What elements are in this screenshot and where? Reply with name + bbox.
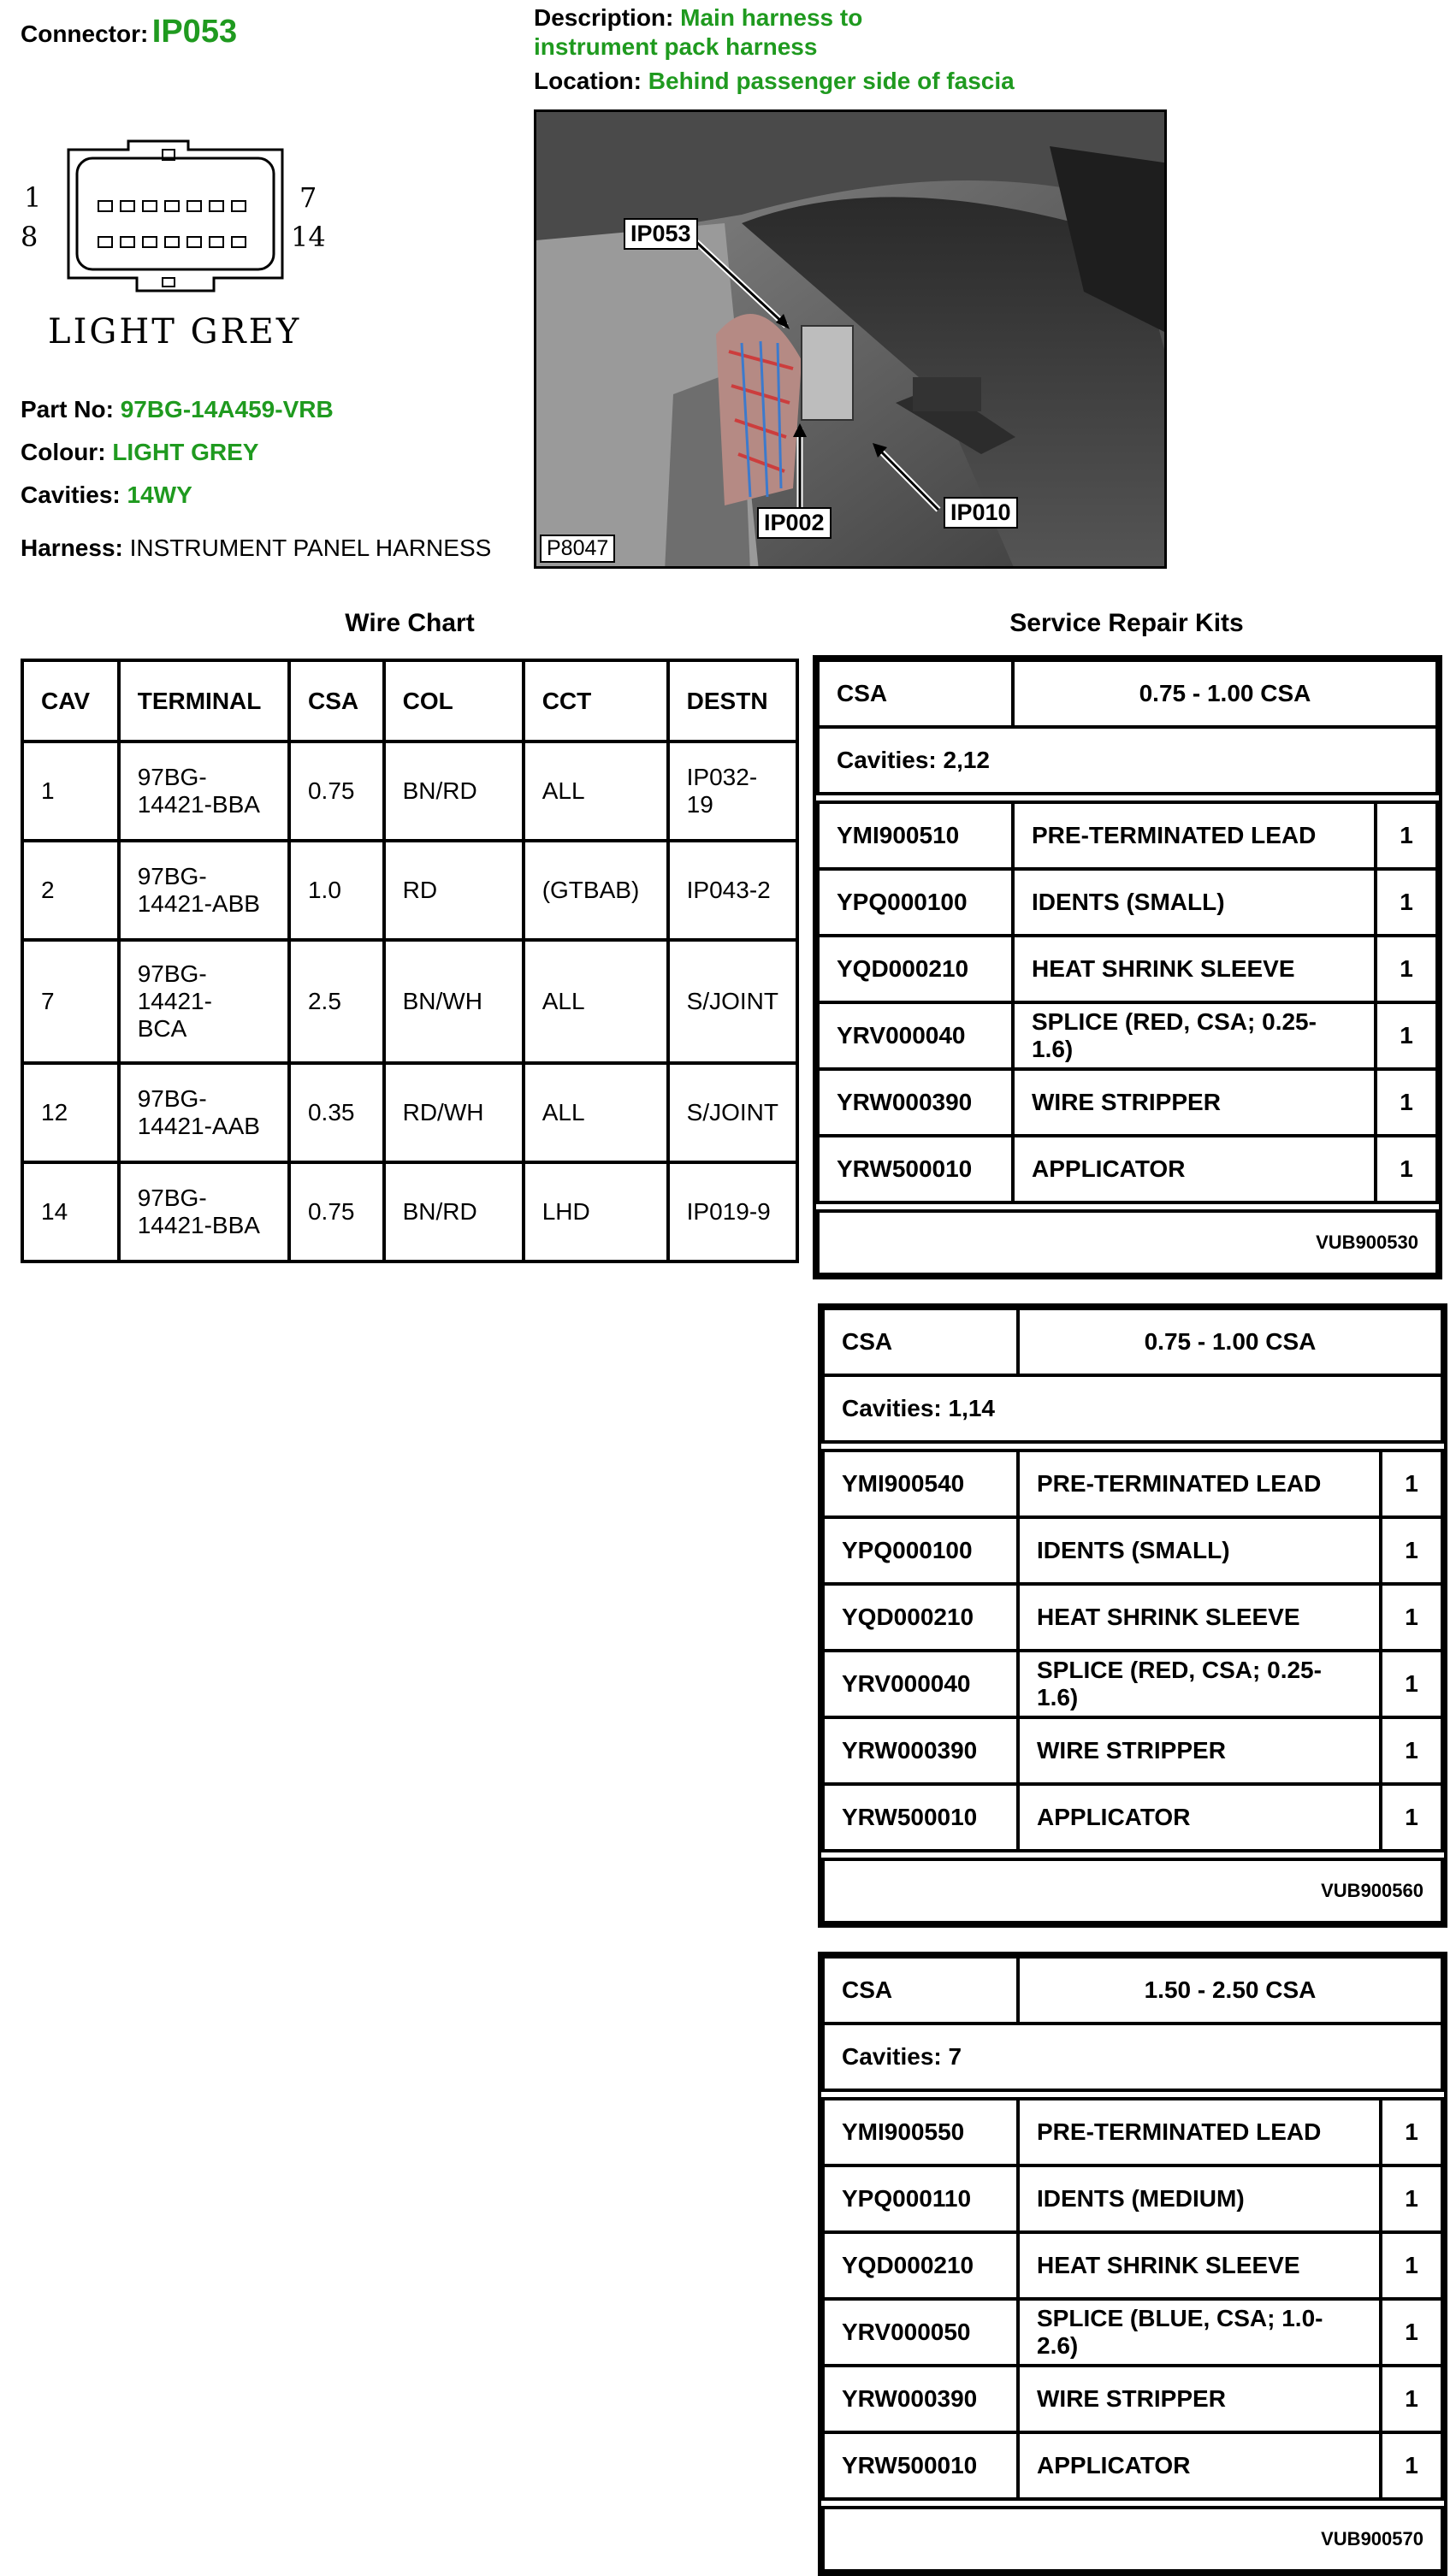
- cell-cct: ALL: [524, 1063, 668, 1162]
- cell-col: RD/WH: [384, 1063, 524, 1162]
- cell-destn: IP019-9: [668, 1162, 797, 1261]
- kit-csa-range: 0.75 - 1.00 CSA: [1018, 1309, 1442, 1375]
- kit-item-part-number: YMI900550: [823, 2099, 1018, 2165]
- cell-destn: IP032- 19: [668, 741, 797, 841]
- kit-item-description: WIRE STRIPPER: [1018, 1717, 1381, 1784]
- kit-item-part-number: YPQ000110: [823, 2165, 1018, 2232]
- connector-heading: [21, 14, 237, 50]
- cell-terminal: 97BG- 14421-BBA: [119, 741, 289, 841]
- kit-item-row: [818, 869, 1437, 936]
- kit-item-description: APPLICATOR: [1013, 1136, 1376, 1202]
- kit-item-description: APPLICATOR: [1018, 1784, 1381, 1851]
- cell-cct: ALL: [524, 741, 668, 841]
- kit-cavities-row: [823, 2024, 1442, 2090]
- kit-item-quantity: 1: [1381, 1784, 1442, 1851]
- kit-item-row: [823, 1651, 1442, 1717]
- kit-item-row: [823, 2165, 1442, 2232]
- kit-item-description: SPLICE (BLUE, CSA; 1.0-2.6): [1018, 2299, 1381, 2366]
- kit-item-quantity: 1: [1376, 1002, 1437, 1069]
- connector-label: Connector:: [21, 21, 149, 47]
- location-value: Behind passenger side of fascia: [648, 68, 1015, 94]
- header-col: COL: [384, 660, 524, 741]
- pin-cavity: [98, 200, 113, 212]
- kit-csa-row: [823, 1309, 1442, 1375]
- kit-item-part-number: YQD000210: [818, 936, 1013, 1002]
- kit-item-part-number: YQD000210: [823, 1584, 1018, 1651]
- wire-chart-title: Wire Chart: [345, 609, 475, 637]
- cell-destn: IP043-2: [668, 841, 797, 940]
- connector-id: IP053: [151, 14, 238, 50]
- repair-kit-0: [813, 655, 1442, 1279]
- kit-item-description: WIRE STRIPPER: [1018, 2366, 1381, 2432]
- callout-arrows: [536, 112, 1167, 569]
- kit-item-quantity: 1: [1376, 936, 1437, 1002]
- callout-ip002: IP002: [757, 507, 832, 539]
- header-cav: CAV: [22, 660, 119, 741]
- kit-item-part-number: YRV000040: [823, 1651, 1018, 1717]
- pin-cavity: [231, 200, 246, 212]
- kit-gap: [823, 2499, 1442, 2508]
- repair-kit-table: [821, 1307, 1444, 1924]
- kit-item-part-number: YQD000210: [823, 2232, 1018, 2299]
- kit-item-quantity: 1: [1376, 1069, 1437, 1136]
- cell-col: RD: [384, 841, 524, 940]
- kit-item-description: PRE-TERMINATED LEAD: [1018, 2099, 1381, 2165]
- cell-csa: 2.5: [289, 940, 384, 1063]
- kit-item-description: SPLICE (RED, CSA; 0.25-1.6): [1013, 1002, 1376, 1069]
- kit-item-description: WIRE STRIPPER: [1013, 1069, 1376, 1136]
- cell-col: BN/RD: [384, 1162, 524, 1261]
- kit-gap: [818, 794, 1437, 802]
- kit-item-description: IDENTS (MEDIUM): [1018, 2165, 1381, 2232]
- colour-label: Colour:: [21, 439, 106, 465]
- kit-item-row: [818, 802, 1437, 869]
- kit-gap: [823, 1442, 1442, 1450]
- kit-item-row: [823, 1584, 1442, 1651]
- cell-terminal: 97BG- 14421-ABB: [119, 841, 289, 940]
- cell-csa: 0.75: [289, 1162, 384, 1261]
- wire-chart-row: [22, 1063, 797, 1162]
- kit-item-quantity: 1: [1381, 2299, 1442, 2366]
- kit-item-part-number: YMI900510: [818, 802, 1013, 869]
- kit-item-row: [823, 2232, 1442, 2299]
- cell-col: BN/WH: [384, 940, 524, 1063]
- cell-cav: 2: [22, 841, 119, 940]
- kit-item-description: PRE-TERMINATED LEAD: [1013, 802, 1376, 869]
- pin-cavity: [186, 236, 202, 248]
- wire-chart-row: [22, 1162, 797, 1261]
- kit-item-quantity: 1: [1381, 2366, 1442, 2432]
- kit-item-description: HEAT SHRINK SLEEVE: [1018, 2232, 1381, 2299]
- kit-code-row: [823, 1859, 1442, 1923]
- cell-cav: 12: [22, 1063, 119, 1162]
- callout-ip053: IP053: [624, 218, 698, 250]
- kit-csa-row: [823, 1957, 1442, 2024]
- kit-item-part-number: YRW000390: [823, 2366, 1018, 2432]
- pin-cavity: [142, 200, 157, 212]
- kit-item-description: HEAT SHRINK SLEEVE: [1013, 936, 1376, 1002]
- kit-gap: [823, 2090, 1442, 2099]
- kit-item-quantity: 1: [1376, 802, 1437, 869]
- repair-kit-table: [816, 659, 1439, 1276]
- kit-item-part-number: YRW500010: [818, 1136, 1013, 1202]
- kit-item-quantity: 1: [1381, 1717, 1442, 1784]
- repair-kit-1: [818, 1303, 1447, 1928]
- cell-destn: S/JOINT: [668, 1063, 797, 1162]
- kit-item-row: [818, 1136, 1437, 1202]
- kit-item-part-number: YRV000050: [823, 2299, 1018, 2366]
- wire-chart-row: [22, 741, 797, 841]
- repair-kit-table: [821, 1955, 1444, 2573]
- kit-gap-row: [823, 1851, 1442, 1859]
- kit-gap: [818, 1202, 1437, 1211]
- harness-value: INSTRUMENT PANEL HARNESS: [129, 535, 492, 561]
- cavities-field: [21, 481, 192, 510]
- cell-csa: 0.75: [289, 741, 384, 841]
- kit-csa-row: [818, 660, 1437, 727]
- harness-label: Harness:: [21, 535, 123, 561]
- kit-code: VUB900570: [823, 2508, 1442, 2571]
- cell-csa: 1.0: [289, 841, 384, 940]
- part-no-field: [21, 395, 334, 424]
- connector-diagram: [17, 137, 342, 359]
- description-label: Description:: [534, 4, 674, 31]
- kit-item-row: [818, 936, 1437, 1002]
- harness-field: [21, 534, 491, 563]
- kit-item-quantity: 1: [1381, 1450, 1442, 1517]
- kit-item-description: PRE-TERMINATED LEAD: [1018, 1450, 1381, 1517]
- kit-gap-row: [823, 2499, 1442, 2508]
- kit-cavities: Cavities: 2,12: [818, 727, 1437, 794]
- kit-item-row: [823, 1784, 1442, 1851]
- kit-csa-label: CSA: [823, 1957, 1018, 2024]
- pin-cavity: [164, 200, 180, 212]
- pin-cavity: [98, 236, 113, 248]
- kit-item-part-number: YPQ000100: [818, 869, 1013, 936]
- kit-item-part-number: YRW000390: [823, 1717, 1018, 1784]
- kit-item-part-number: YRW500010: [823, 1784, 1018, 1851]
- kit-item-quantity: 1: [1381, 2432, 1442, 2499]
- kit-item-row: [818, 1069, 1437, 1136]
- kit-gap: [823, 1851, 1442, 1859]
- header-csa: CSA: [289, 660, 384, 741]
- kit-item-quantity: 1: [1381, 1651, 1442, 1717]
- kit-item-part-number: YRW000390: [818, 1069, 1013, 1136]
- kit-code: VUB900530: [818, 1211, 1437, 1274]
- kit-item-part-number: YRW500010: [823, 2432, 1018, 2499]
- location-label: Location:: [534, 68, 642, 94]
- kit-csa-range: 0.75 - 1.00 CSA: [1013, 660, 1437, 727]
- pin-cavity: [186, 200, 202, 212]
- kit-item-row: [823, 1450, 1442, 1517]
- kit-code-row: [823, 2508, 1442, 2571]
- cell-cct: LHD: [524, 1162, 668, 1261]
- repair-kit-2: [818, 1952, 1447, 2576]
- cell-cav: 1: [22, 741, 119, 841]
- kit-item-row: [823, 2299, 1442, 2366]
- kit-csa-range: 1.50 - 2.50 CSA: [1018, 1957, 1442, 2024]
- wire-chart-header-row: [22, 660, 797, 741]
- pin-cavity: [120, 236, 135, 248]
- cell-cav: 14: [22, 1162, 119, 1261]
- kit-item-part-number: YMI900540: [823, 1450, 1018, 1517]
- kit-csa-label: CSA: [823, 1309, 1018, 1375]
- part-no-value: 97BG-14A459-VRB: [120, 396, 334, 422]
- pin-label-1: 1: [24, 181, 42, 214]
- colour-value: LIGHT GREY: [112, 439, 259, 465]
- cell-cct: ALL: [524, 940, 668, 1063]
- kit-cavities: Cavities: 1,14: [823, 1375, 1442, 1442]
- kit-item-row: [823, 1517, 1442, 1584]
- cell-terminal: 97BG- 14421- BCA: [119, 940, 289, 1063]
- wire-chart-row: [22, 940, 797, 1063]
- callout-ip010: IP010: [944, 497, 1018, 529]
- description-value-line1: Main harness to: [680, 4, 863, 31]
- description-value-line2: instrument pack harness: [534, 33, 818, 60]
- kit-code: VUB900560: [823, 1859, 1442, 1923]
- kit-item-quantity: 1: [1381, 2099, 1442, 2165]
- header-destn: DESTN: [668, 660, 797, 741]
- pin-cavity: [142, 236, 157, 248]
- kit-item-quantity: 1: [1376, 869, 1437, 936]
- kit-item-description: IDENTS (SMALL): [1013, 869, 1376, 936]
- wire-chart-table: [21, 659, 799, 1263]
- kit-item-part-number: YPQ000100: [823, 1517, 1018, 1584]
- pin-cavity: [231, 236, 246, 248]
- cell-terminal: 97BG- 14421-AAB: [119, 1063, 289, 1162]
- kit-cavities-row: [823, 1375, 1442, 1442]
- cavities-label: Cavities:: [21, 482, 121, 508]
- kit-item-description: APPLICATOR: [1018, 2432, 1381, 2499]
- kit-gap-row: [818, 794, 1437, 802]
- pin-cavity: [164, 236, 180, 248]
- cell-destn: S/JOINT: [668, 940, 797, 1063]
- colour-field: [21, 438, 258, 467]
- cell-csa: 0.35: [289, 1063, 384, 1162]
- header-cct: CCT: [524, 660, 668, 741]
- photo-number: P8047: [540, 535, 615, 563]
- kit-gap-row: [823, 2090, 1442, 2099]
- kit-gap-row: [823, 1442, 1442, 1450]
- service-repair-kits-title: Service Repair Kits: [1009, 609, 1244, 637]
- kit-cavities: Cavities: 7: [823, 2024, 1442, 2090]
- kit-item-quantity: 1: [1381, 2232, 1442, 2299]
- wire-chart-row: [22, 841, 797, 940]
- kit-item-row: [823, 2366, 1442, 2432]
- connector-colour-caption: LIGHT GREY: [48, 312, 302, 352]
- kit-item-row: [823, 2099, 1442, 2165]
- kit-item-quantity: 1: [1376, 1136, 1437, 1202]
- kit-csa-label: CSA: [818, 660, 1013, 727]
- pin-label-8: 8: [21, 221, 38, 253]
- kit-code-row: [818, 1211, 1437, 1274]
- kit-cavities-row: [818, 727, 1437, 794]
- kit-item-part-number: YRV000040: [818, 1002, 1013, 1069]
- cell-terminal: 97BG- 14421-BBA: [119, 1162, 289, 1261]
- kit-item-quantity: 1: [1381, 1584, 1442, 1651]
- cavities-value: 14WY: [127, 482, 192, 508]
- pin-cavity: [209, 200, 224, 212]
- kit-item-description: IDENTS (SMALL): [1018, 1517, 1381, 1584]
- kit-item-row: [818, 1002, 1437, 1069]
- pin-label-7: 7: [299, 181, 317, 214]
- pin-cavity: [120, 200, 135, 212]
- cell-cav: 7: [22, 940, 119, 1063]
- location: [534, 67, 1015, 96]
- kit-item-row: [823, 1717, 1442, 1784]
- kit-item-description: SPLICE (RED, CSA; 0.25-1.6): [1018, 1651, 1381, 1717]
- kit-item-description: HEAT SHRINK SLEEVE: [1018, 1584, 1381, 1651]
- kit-item-row: [823, 2432, 1442, 2499]
- pin-label-14: 14: [291, 221, 326, 253]
- part-no-label: Part No:: [21, 396, 114, 422]
- description: [534, 3, 862, 62]
- kit-item-quantity: 1: [1381, 2165, 1442, 2232]
- header-terminal: TERMINAL: [119, 660, 289, 741]
- cell-cct: (GTBAB): [524, 841, 668, 940]
- cell-col: BN/RD: [384, 741, 524, 841]
- location-photo: [534, 109, 1167, 569]
- pin-cavity: [209, 236, 224, 248]
- kit-item-quantity: 1: [1381, 1517, 1442, 1584]
- kit-gap-row: [818, 1202, 1437, 1211]
